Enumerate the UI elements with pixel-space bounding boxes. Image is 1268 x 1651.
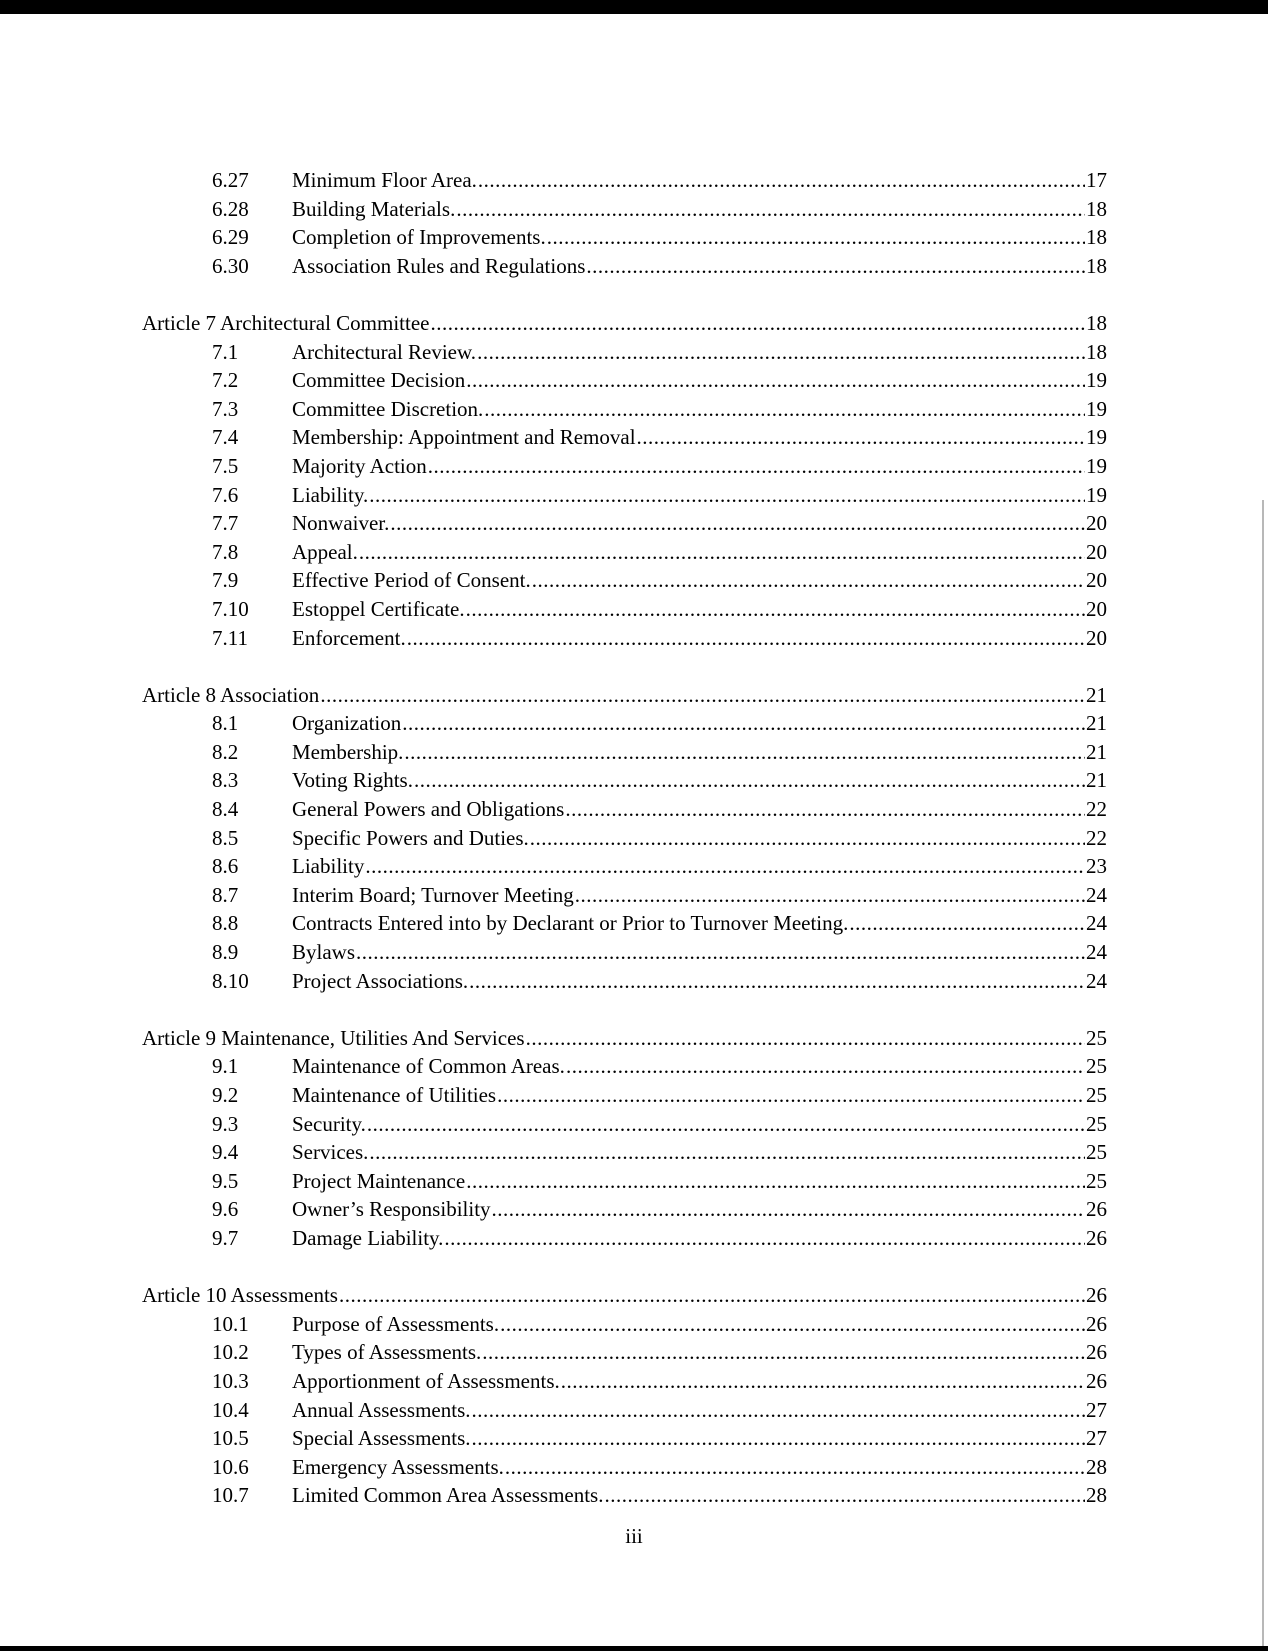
toc-entry (142, 709, 1107, 738)
toc-entry (142, 595, 1107, 624)
toc-entry-number: 8.5 (212, 825, 239, 850)
toc-entry-number: 7.4 (212, 425, 239, 450)
scan-bottom-border (0, 1646, 1268, 1651)
toc-section (142, 681, 1107, 996)
toc-entry (142, 1424, 1107, 1453)
toc-entry-title: Building Materials. (292, 196, 456, 221)
toc-entry-title: Specific Powers and Duties. (292, 825, 529, 850)
toc-page-number: 26 (1086, 1368, 1107, 1393)
toc-page-number: 25 (1086, 1140, 1107, 1165)
toc-entry-number: 7.11 (212, 625, 248, 650)
dot-leader (466, 1167, 1085, 1196)
dot-leader (478, 166, 1085, 195)
toc-entry-title: Purpose of Assessments. (292, 1311, 500, 1336)
dot-leader (604, 1481, 1085, 1510)
toc-page-number: 25 (1086, 1111, 1107, 1136)
dot-leader (356, 938, 1085, 967)
toc-entry (142, 795, 1107, 824)
toc-entry-title: General Powers and Obligations (292, 797, 565, 822)
toc-entry-number: 8.6 (212, 854, 239, 879)
toc-section (142, 1024, 1107, 1253)
dot-leader (500, 1310, 1085, 1339)
toc-entry-number: 9.7 (212, 1225, 239, 1250)
toc-entry-number: 9.5 (212, 1168, 239, 1193)
toc-entry (142, 1453, 1107, 1482)
toc-entry-number: 7.2 (212, 368, 239, 393)
toc-entry-title: Services. (292, 1140, 369, 1165)
toc-entry-title: Limited Common Area Assessments. (292, 1483, 604, 1508)
toc-article-title: Article 8 Association (142, 682, 320, 707)
dot-leader (466, 595, 1085, 624)
toc-page-number: 18 (1086, 310, 1107, 335)
toc-entry-title: Estoppel Certificate. (292, 596, 465, 621)
toc-entry (142, 852, 1107, 881)
toc-entry-number: 9.4 (212, 1140, 239, 1165)
scan-right-edge (1262, 500, 1264, 1650)
dot-leader (359, 538, 1085, 567)
dot-leader (472, 1424, 1086, 1453)
dot-leader (566, 1052, 1085, 1081)
toc-entry-number: 6.30 (212, 253, 249, 278)
toc-entry (142, 1138, 1107, 1167)
toc-entry-title: Owner’s Responsibility (292, 1197, 491, 1222)
toc-page-number: 24 (1086, 882, 1107, 907)
toc-entry (142, 223, 1107, 252)
dot-leader (444, 1224, 1085, 1253)
dot-leader (469, 967, 1085, 996)
toc-entry (142, 1396, 1107, 1425)
toc-page-number: 26 (1086, 1283, 1107, 1308)
toc-page-number: 20 (1086, 596, 1107, 621)
toc-entry-title: Committee Decision (292, 368, 466, 393)
toc-page-number: 27 (1086, 1397, 1107, 1422)
toc-article-heading (142, 1281, 1107, 1310)
toc-page-number: 22 (1086, 825, 1107, 850)
toc-entry (142, 481, 1107, 510)
scan-top-border (0, 0, 1268, 14)
toc-entry-number: 6.28 (212, 196, 249, 221)
toc-page-number: 20 (1086, 539, 1107, 564)
toc-page-number: 26 (1086, 1340, 1107, 1365)
toc-entry-title: Types of Assessments. (292, 1340, 482, 1365)
dot-leader (339, 1281, 1085, 1310)
toc-entry-number: 8.4 (212, 797, 239, 822)
toc-entry (142, 938, 1107, 967)
toc-entry-title: Minimum Floor Area. (292, 168, 477, 192)
toc-entry-title: Committee Discretion. (292, 396, 484, 421)
toc-entry (142, 1167, 1107, 1196)
toc-entry-title: Membership: Appointment and Removal (292, 425, 636, 450)
toc-entry-title: Association Rules and Regulations (292, 253, 586, 278)
toc-entry (142, 1367, 1107, 1396)
toc-entry-title: Nonwaiver. (292, 511, 390, 536)
toc-entry-number: 9.6 (212, 1197, 239, 1222)
toc-entry (142, 338, 1107, 367)
dot-leader (414, 766, 1085, 795)
toc-entry-title: Appeal. (292, 539, 358, 564)
dot-leader (849, 909, 1085, 938)
toc-entry-number: 9.2 (212, 1083, 239, 1107)
toc-entry (142, 566, 1107, 595)
toc-entry (142, 766, 1107, 795)
toc-article-heading (142, 1024, 1107, 1053)
toc-article-title: Article 7 Architectural Committee (142, 310, 430, 335)
toc-article-title: Article 10 Assessments (142, 1283, 338, 1308)
toc-article-heading (142, 681, 1107, 710)
toc-entry-number: 8.9 (212, 940, 239, 965)
dot-leader (565, 795, 1085, 824)
toc-entry (142, 1338, 1107, 1367)
toc-page-number: 20 (1086, 568, 1107, 593)
toc-article-heading (142, 309, 1107, 338)
toc-page-number: 28 (1086, 1483, 1107, 1508)
toc-entry-title: Completion of Improvements. (292, 225, 546, 250)
toc-entry (142, 967, 1107, 996)
toc-entry (142, 1481, 1107, 1510)
dot-leader (526, 1024, 1085, 1053)
toc-entry-title: Bylaws (292, 940, 355, 965)
toc-entry-number: 8.2 (212, 739, 239, 764)
toc-entry-number: 7.5 (212, 453, 239, 478)
toc-page-number: 19 (1086, 368, 1107, 393)
toc-entry-title: Project Associations. (292, 968, 469, 993)
dot-leader (547, 223, 1085, 252)
toc-page-number: 19 (1086, 453, 1107, 478)
toc-entry-number: 7.1 (212, 339, 239, 364)
dot-leader (404, 738, 1085, 767)
toc-entry-title: Majority Action (292, 453, 427, 478)
toc-entry-number: 9.1 (212, 1054, 239, 1079)
toc-page-number: 25 (1086, 1025, 1107, 1050)
toc-entry-number: 10.1 (212, 1311, 249, 1336)
toc-entry-title: Interim Board; Turnover Meeting (292, 882, 574, 907)
toc-page-number: 20 (1086, 625, 1107, 650)
toc-entry-number: 8.3 (212, 768, 239, 793)
page-number: iii (625, 1524, 643, 1548)
toc-section (142, 309, 1107, 652)
dot-leader (431, 309, 1086, 338)
toc-page-number: 26 (1086, 1225, 1107, 1250)
toc-page-number: 19 (1086, 482, 1107, 507)
toc-entry (142, 423, 1107, 452)
toc-page-number: 21 (1086, 739, 1107, 764)
toc-entry (142, 909, 1107, 938)
toc-entry-number: 8.7 (212, 882, 239, 907)
toc-entry (142, 1052, 1107, 1081)
dot-leader (407, 624, 1085, 653)
toc-page-number: 25 (1086, 1168, 1107, 1193)
dot-leader (492, 1195, 1085, 1224)
dot-leader (586, 252, 1085, 281)
toc-entry (142, 1310, 1107, 1339)
toc-entry (142, 1195, 1107, 1224)
dot-leader (369, 481, 1085, 510)
toc-page-number: 20 (1086, 511, 1107, 536)
toc-page-number: 26 (1086, 1311, 1107, 1336)
toc-entry-title: Security. (292, 1111, 366, 1136)
dot-leader (402, 709, 1085, 738)
dot-leader (367, 1110, 1085, 1139)
toc-entry-title: Apportionment of Assessments. (292, 1368, 560, 1393)
toc-entry-title: Project Maintenance (292, 1168, 466, 1193)
toc-page-number: 17 (1086, 168, 1107, 192)
toc-page-number: 19 (1086, 425, 1107, 450)
dot-leader (369, 1138, 1085, 1167)
toc-page-number: 27 (1086, 1426, 1107, 1451)
toc-entry-title: Architectural Review. (292, 339, 477, 364)
toc-page-number: 25 (1086, 1083, 1107, 1107)
toc-entry-title: Contracts Entered into by Declarant or Prior to Turnover Meeting. (292, 911, 849, 936)
toc-entry-number: 7.8 (212, 539, 239, 564)
toc-entry (142, 509, 1107, 538)
toc-page-number: 24 (1086, 968, 1107, 993)
toc-entry-title: Voting Rights. (292, 768, 413, 793)
toc-page-number: 19 (1086, 396, 1107, 421)
toc-entry-number: 7.10 (212, 596, 249, 621)
toc-entry-title: Maintenance of Common Areas. (292, 1054, 565, 1079)
toc-entry (142, 1224, 1107, 1253)
toc-entry-number: 8.1 (212, 711, 239, 736)
dot-leader (456, 195, 1085, 224)
toc-entry-title: Membership. (292, 739, 404, 764)
toc-entry (142, 452, 1107, 481)
dot-leader (428, 452, 1085, 481)
toc-entry-number: 6.27 (212, 168, 249, 192)
toc-entry-number: 6.29 (212, 225, 249, 250)
toc-page-number: 21 (1086, 768, 1107, 793)
dot-leader (505, 1453, 1085, 1482)
toc-page-number: 21 (1086, 682, 1107, 707)
toc-entry-title: Effective Period of Consent. (292, 568, 531, 593)
toc-entry-number: 10.6 (212, 1454, 249, 1479)
dot-leader (466, 366, 1085, 395)
toc-entry (142, 1110, 1107, 1139)
dot-leader (477, 338, 1085, 367)
toc-page-number: 28 (1086, 1454, 1107, 1479)
toc-article-title: Article 9 Maintenance, Utilities And Services (142, 1025, 525, 1050)
toc-entry-title: Maintenance of Utilities (292, 1083, 497, 1107)
toc-entry-title: Annual Assessments. (292, 1397, 471, 1422)
dot-leader (472, 1396, 1086, 1425)
toc-page-number: 24 (1086, 940, 1107, 965)
toc-section (142, 166, 1107, 280)
toc-entry-title: Special Assessments. (292, 1426, 471, 1451)
dot-leader (561, 1367, 1085, 1396)
table-of-contents (142, 166, 1107, 1510)
toc-entry-title: Liability. (292, 482, 369, 507)
toc-entry-number: 7.9 (212, 568, 239, 593)
dot-leader (532, 566, 1085, 595)
toc-entry-title: Enforcement. (292, 625, 406, 650)
toc-entry-number: 8.10 (212, 968, 249, 993)
toc-entry-number: 9.3 (212, 1111, 239, 1136)
dot-leader (530, 824, 1085, 853)
dot-leader (484, 395, 1085, 424)
toc-entry (142, 881, 1107, 910)
toc-entry-number: 10.3 (212, 1368, 249, 1393)
toc-page-number: 18 (1086, 339, 1107, 364)
toc-page-number: 18 (1086, 196, 1107, 221)
toc-page-number: 18 (1086, 253, 1107, 278)
toc-page-number: 22 (1086, 797, 1107, 822)
dot-leader (390, 509, 1085, 538)
toc-entry (142, 252, 1107, 281)
toc-entry (142, 195, 1107, 224)
dot-leader (497, 1081, 1085, 1110)
toc-section (142, 1281, 1107, 1510)
toc-entry (142, 538, 1107, 567)
toc-entry (142, 1081, 1107, 1110)
dot-leader (575, 881, 1085, 910)
toc-entry-title: Liability (292, 854, 365, 879)
toc-entry-number: 10.5 (212, 1426, 249, 1451)
toc-entry-number: 8.8 (212, 911, 239, 936)
toc-entry (142, 395, 1107, 424)
toc-entry (142, 366, 1107, 395)
toc-page-number: 26 (1086, 1197, 1107, 1222)
toc-page-number: 18 (1086, 225, 1107, 250)
dot-leader (637, 423, 1085, 452)
toc-entry (142, 166, 1107, 195)
toc-entry (142, 824, 1107, 853)
toc-entry-number: 10.7 (212, 1483, 249, 1508)
toc-entry-number: 7.7 (212, 511, 239, 536)
toc-page-number: 25 (1086, 1054, 1107, 1079)
toc-entry (142, 738, 1107, 767)
toc-page-number: 21 (1086, 711, 1107, 736)
toc-entry-title: Organization (292, 711, 402, 736)
toc-page-number: 23 (1086, 854, 1107, 879)
toc-entry (142, 624, 1107, 653)
dot-leader (482, 1338, 1085, 1367)
toc-entry-number: 10.4 (212, 1397, 249, 1422)
dot-leader (320, 681, 1085, 710)
toc-entry-title: Damage Liability. (292, 1225, 444, 1250)
toc-entry-number: 7.3 (212, 396, 239, 421)
dot-leader (365, 852, 1085, 881)
toc-page-number: 24 (1086, 911, 1107, 936)
toc-entry-title: Emergency Assessments. (292, 1454, 504, 1479)
toc-entry-number: 7.6 (212, 482, 239, 507)
toc-entry-number: 10.2 (212, 1340, 249, 1365)
